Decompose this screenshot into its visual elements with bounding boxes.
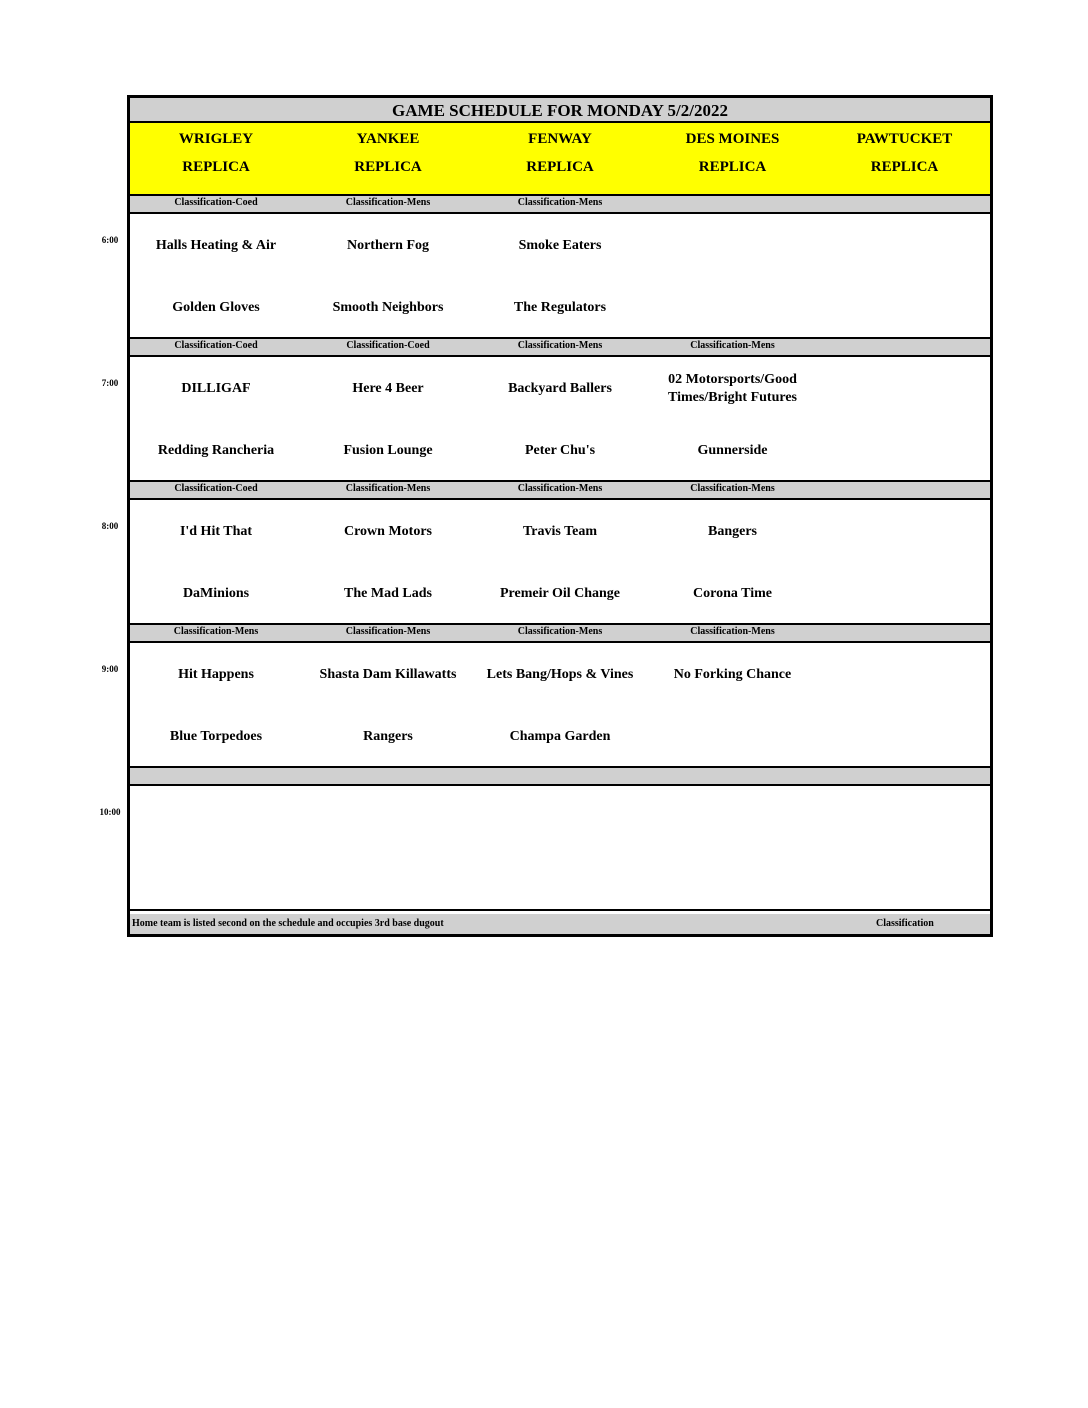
- game-cell: [130, 214, 304, 339]
- classification-label: [302, 768, 476, 786]
- home-team: [821, 868, 988, 892]
- game-cell: [646, 357, 821, 482]
- away-team: DILLIGAF: [181, 381, 251, 396]
- away-team: [821, 643, 988, 707]
- game-cell: [819, 214, 990, 339]
- game-cell: [819, 643, 990, 768]
- game-cell: [819, 500, 990, 625]
- game-cell: [819, 786, 990, 911]
- game-cell: [819, 357, 990, 482]
- footer-bar: [130, 914, 990, 934]
- schedule-table: [127, 95, 993, 937]
- away-team: [476, 786, 644, 850]
- away-team: [821, 786, 988, 850]
- venue-header: [130, 123, 304, 196]
- venue-subtitle: REPLICA: [526, 159, 594, 175]
- game-cell: [302, 786, 476, 911]
- footer-classification-label: Classification: [876, 918, 934, 929]
- game-cell: [646, 500, 821, 625]
- page-title: GAME SCHEDULE FOR MONDAY 5/2/2022: [130, 98, 990, 123]
- home-team: Golden Gloves: [172, 300, 260, 315]
- away-team: Backyard Ballers: [508, 381, 612, 396]
- footer-note: Home team is listed second on the schedule and occupies 3rd base dugout: [132, 918, 444, 929]
- away-team: Bangers: [708, 524, 757, 539]
- away-team: [304, 786, 472, 850]
- away-team: [821, 214, 988, 278]
- game-cell: [474, 500, 648, 625]
- away-team: Here 4 Beer: [352, 381, 424, 396]
- home-team: Gunnerside: [697, 443, 768, 458]
- home-team: [476, 868, 644, 892]
- game-cell: [474, 357, 648, 482]
- classification-label: [819, 768, 990, 786]
- home-team: [821, 725, 988, 749]
- home-team: Smooth Neighbors: [332, 300, 444, 315]
- classification-label: Classification-Mens: [474, 625, 648, 643]
- away-team: No Forking Chance: [673, 667, 792, 682]
- venue-name: PAWTUCKET: [856, 131, 953, 147]
- venue-header: [819, 123, 990, 196]
- game-cell: [302, 643, 476, 768]
- classification-label: [130, 768, 304, 786]
- home-team: Champa Garden: [509, 729, 611, 744]
- home-team: Corona Time: [693, 586, 772, 601]
- venue-subtitle: REPLICA: [182, 159, 250, 175]
- home-team: [821, 296, 988, 320]
- home-team: [132, 868, 300, 892]
- home-team: The Regulators: [513, 300, 607, 315]
- game-cell: [130, 500, 304, 625]
- classification-label: Classification-Coed: [130, 482, 304, 500]
- home-team: The Mad Lads: [344, 586, 432, 601]
- classification-label: [646, 768, 821, 786]
- classification-label: [819, 339, 990, 357]
- classification-label: Classification-Mens: [302, 196, 476, 214]
- classification-label: Classification-Mens: [646, 625, 821, 643]
- game-cell: [130, 786, 304, 911]
- away-team: I'd Hit That: [179, 524, 253, 539]
- classification-label: [819, 625, 990, 643]
- away-team: [648, 214, 817, 278]
- game-cell: [302, 214, 476, 339]
- home-team: [648, 868, 817, 892]
- game-cell: [474, 214, 648, 339]
- away-team: Smoke Eaters: [518, 238, 602, 253]
- venue-name: DES MOINES: [685, 131, 780, 147]
- time-label: 7:00: [101, 378, 119, 388]
- venue-subtitle: REPLICA: [698, 159, 767, 175]
- classification-label: [646, 196, 821, 214]
- home-team: Redding Rancheria: [157, 443, 275, 458]
- classification-label: [819, 482, 990, 500]
- classification-label: Classification-Mens: [646, 339, 821, 357]
- venue-header: [474, 123, 648, 196]
- away-team: Travis Team: [522, 524, 598, 539]
- classification-label: Classification-Mens: [474, 196, 648, 214]
- home-team: Premeir Oil Change: [499, 586, 621, 601]
- home-team: Fusion Lounge: [343, 443, 433, 458]
- classification-label: [819, 196, 990, 214]
- game-cell: [130, 357, 304, 482]
- venue-name: WRIGLEY: [178, 131, 254, 147]
- home-team: [648, 725, 817, 749]
- game-cell: [474, 786, 648, 911]
- home-team: [304, 868, 472, 892]
- away-team: Shasta Dam Killawatts: [319, 667, 457, 682]
- venue-subtitle: REPLICA: [870, 159, 939, 175]
- home-team: Peter Chu's: [524, 443, 596, 458]
- game-cell: [646, 643, 821, 768]
- venue-name: YANKEE: [356, 131, 420, 147]
- time-label: 9:00: [101, 664, 119, 674]
- classification-label: Classification-Coed: [302, 339, 476, 357]
- home-team: DaMinions: [182, 586, 250, 601]
- away-team: [132, 786, 300, 850]
- classification-label: Classification-Coed: [130, 196, 304, 214]
- classification-label: Classification-Mens: [474, 339, 648, 357]
- home-team: Blue Torpedoes: [169, 729, 263, 744]
- away-team: [821, 500, 988, 564]
- away-team: Lets Bang/Hops & Vines: [486, 667, 634, 682]
- time-label: 6:00: [101, 235, 119, 245]
- classification-label: Classification-Mens: [130, 625, 304, 643]
- venue-subtitle: REPLICA: [354, 159, 422, 175]
- time-label: 10:00: [99, 807, 121, 817]
- classification-label: Classification-Mens: [302, 625, 476, 643]
- game-cell: [646, 214, 821, 339]
- venue-header: [302, 123, 476, 196]
- game-cell: [302, 500, 476, 625]
- classification-label: Classification-Mens: [302, 482, 476, 500]
- game-cell: [302, 357, 476, 482]
- classification-label: Classification-Mens: [474, 482, 648, 500]
- classification-label: Classification-Coed: [130, 339, 304, 357]
- away-team: Crown Motors: [343, 524, 432, 539]
- home-team: [821, 439, 988, 463]
- away-team: 02 Motorsports/Good Times/Bright Futures: [668, 372, 797, 405]
- away-team: Halls Heating & Air: [155, 238, 277, 253]
- away-team: [648, 786, 817, 850]
- time-label: 8:00: [101, 521, 119, 531]
- classification-label: Classification-Mens: [646, 482, 821, 500]
- away-team: [821, 357, 988, 421]
- game-cell: [646, 786, 821, 911]
- game-cell: [474, 643, 648, 768]
- venue-header: [646, 123, 821, 196]
- game-cell: [130, 643, 304, 768]
- home-team: Rangers: [363, 729, 413, 744]
- home-team: [648, 296, 817, 320]
- away-team: Hit Happens: [178, 667, 254, 682]
- venue-name: FENWAY: [528, 131, 592, 147]
- away-team: Northern Fog: [346, 238, 430, 253]
- home-team: [821, 582, 988, 606]
- classification-label: [474, 768, 648, 786]
